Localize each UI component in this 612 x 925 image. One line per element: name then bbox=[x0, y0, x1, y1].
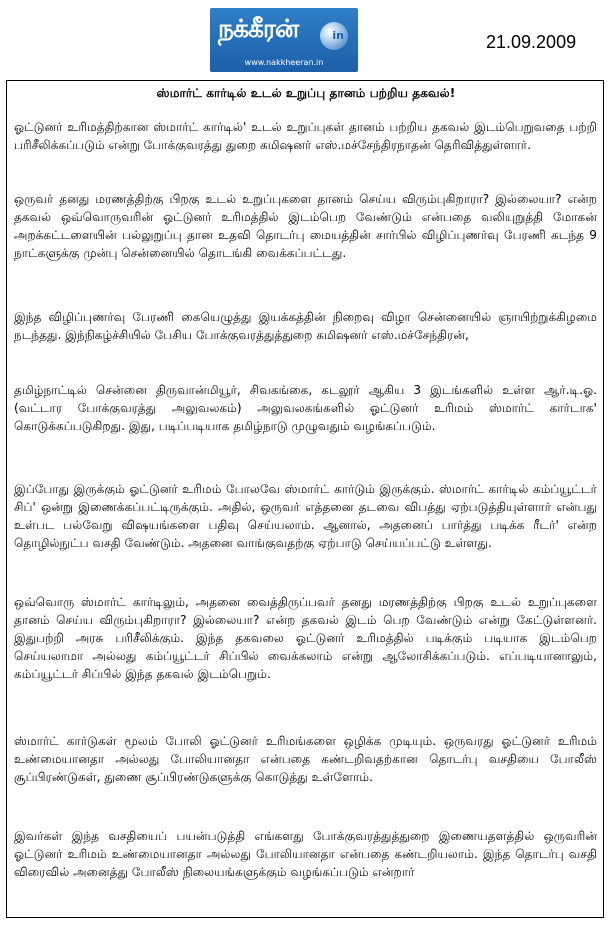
logo-suffix: in bbox=[332, 29, 344, 42]
logo-url: www.nakkheeran.in bbox=[244, 58, 324, 67]
article-paragraph: தமிழ்நாட்டில் சென்னை திருவான்மியூர், சிவகங்கை, கடலூர் ஆகிய 3 இடங்களில் உள்ள ஆர்.டி.ஓ. (வட்டார போக்குவரத்து அலுவலகம்) அலுவலகங்களில் ஓட்டுனர் உரிமம் ஸ்மார்ட் கார்டாக' கொடுக்கப்படுகிறது. இது, படிப்படியாக தமிழ்நாடு முழுவதும் வழங்கப்படும். bbox=[14, 383, 597, 433]
article-date: 21.09.2009 bbox=[486, 32, 577, 52]
article-paragraph: இந்த விழிப்புணர்வு பேரணி கையெழுத்து இயக்கத்தின் நிறைவு விழா சென்னையில் ஞாயிற்றுக்கிழமை நடந்தது. இந்நிகழ்ச்சியில் பேசிய போக்குவரத்துத்துறை கமிஷனர் எஸ்.மச்சேந்திரன், bbox=[14, 310, 597, 342]
logo-text: நக்கீரன் bbox=[218, 14, 299, 43]
article-paragraph: ஸ்மார்ட் கார்டுகள் மூலம் போலி ஓட்டுனர் உரிமங்களை ஒழிக்க முடியும். ஒருவரது ஓட்டுனர் உரிமம் உண்மையானதா அல்லது போலியானதா என்பதை கண்டறிவதற்கான தொடர்பு வசதியை போலீஸ் சூப்பிரண்டுகள், துணை சூப்பிரண்டுகளுக்கு கொடுத்து உள்ளோம். bbox=[14, 734, 597, 784]
article-title: ஸ்மார்ட் கார்டில் உடல் உறுப்பு தானம் பற்றிய தகவல்! bbox=[156, 86, 456, 100]
article-paragraph: இவர்கள் இந்த வசதியைப் பயன்படுத்தி எங்களது போக்குவரத்துத்துறை இணையதளத்தில் ஒருவரின் ஓட்டுனர் உரிமம் உண்மையானதா அல்லது போலியானதா என்பதை கண்டறியலாம். இந்த தொடர்பு வசதி விரைவில் அனைத்து போலீஸ் நிலையங்களுக்கும் வழங்கப்படும் என்றார் bbox=[14, 829, 597, 879]
article-paragraph: ஒவ்வொரு ஸ்மார்ட் கார்டிலும், அதனை வைத்திருப்பவர் தனது மரணத்திற்கு பிறகு உடல் உறுப்புகளை தானம் செய்ய விரும்புகிறாரா? இல்லையா? என்ற தகவல் இடம் பெற வேண்டும் என்று கேட்டுள்ளனர். இதுபற்றி அரசு பரிசீலிக்கும். இந்த தகவலை ஓட்டுனர் உரிமத்தில் படிக்கும் படியாக இடம்பெற செய்யலாமா அல்லது கம்ப்யூட்டர் சிப்பில் வைக்கலாம் என்று ஆலோசிக்கப்படும். எப்படியானாலும், கம்ப்யூட்டர் சிப்பில் இந்த தகவல் இடம்பெறும். bbox=[14, 595, 597, 681]
article-paragraph: ஒருவர் தனது மரணத்திற்கு பிறகு உடல் உறுப்புகளை தானம் செய்ய விரும்புகிறாரா? இல்லையா? என்ற தகவல் ஒவ்வொருவரின் ஓட்டுனர் உரிமத்தில் இடம்பெற வேண்டும் என்பதை வலியுறுத்தி மோகன் அறக்கட்டளையின் பல்லுறுப்பு தான உதவி தொடர்பு மையத்தின் சார்பில் விழிப்புணர்வு பேரணி கடந்த 9 நாட்களுக்கு முன்பு சென்னையில் தொடங்கி வைக்கப்பட்டது. bbox=[14, 192, 597, 260]
article-paragraph: ஓட்டுனர் உரிமத்திற்கான ஸ்மார்ட் கார்டில்' உடல் உறுப்புகள் தானம் பற்றிய தகவல் இடம்பெறுவதை பற்றி பரிசீலிக்கப்படும் என்று போக்குவரத்து துறை கமிஷனர் எஸ்.மச்சேந்திரநாதன் தெரிவித்துள்ளார். bbox=[14, 120, 597, 152]
nakkheeran-logo[interactable] bbox=[210, 8, 358, 72]
article-paragraph: இப்போது இருக்கும் ஓட்டுனர் உரிமம் போலவே ஸ்மார்ட் கார்டும் இருக்கும். ஸ்மார்ட் கார்டில் கம்ப்யூட்டர் சிப்' ஒன்று இணைக்கப்பட்டிருக்கும். அதில், ஒருவர் எத்தனை தடவை விபத்து ஏற்படுத்தியுள்ளார் என்பது உள்பட பல்வேறு விஷயங்களை பதிவு செய்யலாம். ஆனால், அதனைப் பார்த்து படிக்க ரீடர்' என்ற தொழில்நுட்ப வசதி வேண்டும். அதனை வாங்குவதற்கு ஏற்பாடு செய்யப்பட்டு உள்ளது. bbox=[14, 482, 597, 550]
